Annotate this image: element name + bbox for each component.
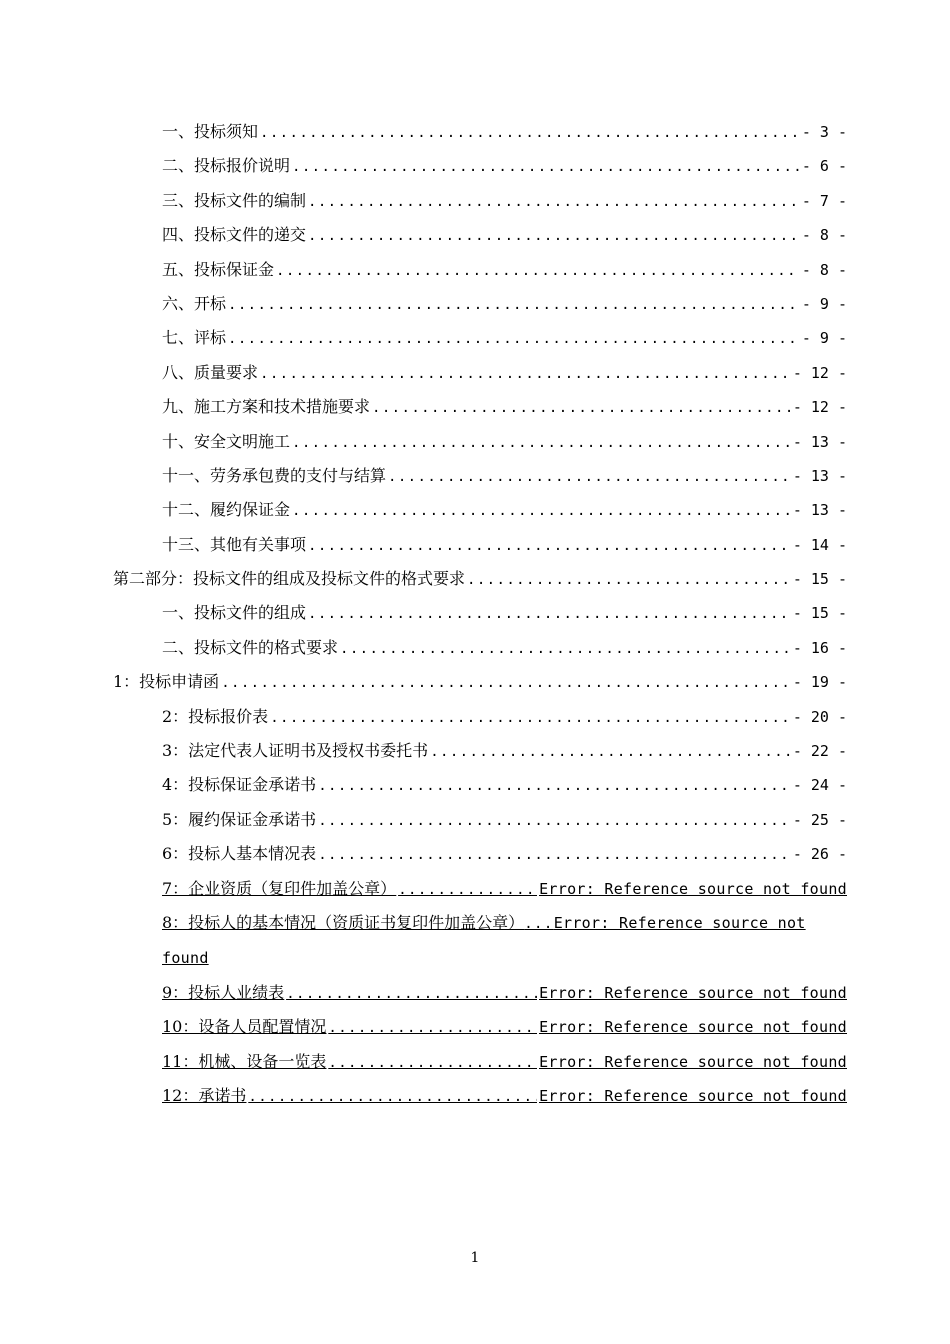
toc-entry-title: 9：投标人业绩表 (162, 982, 285, 1002)
dot-leader (430, 735, 791, 769)
dot-leader (308, 529, 791, 563)
reference-error-text: Error: Reference source not found (539, 1018, 847, 1037)
toc-entry-title: 11：机械、设备一览表 (162, 1051, 327, 1071)
toc-entry-broken-link[interactable] (162, 976, 847, 1010)
toc-entry[interactable] (162, 803, 847, 837)
toc-entry-broken-link[interactable] (162, 1045, 847, 1079)
toc-entry-title: 二、投标报价说明 (162, 156, 291, 176)
dot-leader (270, 701, 791, 735)
toc-entry-page: - 19 - (792, 673, 847, 692)
toc-entry-page: - 3 - (801, 123, 847, 141)
toc-entry-title: 十三、其他有关事项 (162, 534, 307, 554)
toc-entry-title: 2：投标报价表 (162, 706, 269, 726)
toc-entry-title: 十一、劳务承包费的支付与结算 (162, 465, 387, 485)
toc-entry-page: - 13 - (792, 432, 847, 451)
toc-entry-page: - 15 - (792, 570, 847, 589)
dot-leader (372, 391, 791, 425)
dot-leader (292, 150, 800, 184)
toc-entry[interactable] (162, 218, 847, 252)
toc-entry-page: - 8 - (801, 260, 847, 279)
toc-entry-title: 三、投标文件的编制 (162, 190, 307, 210)
toc-entry[interactable] (113, 562, 847, 596)
toc-entry-title: 二、投标文件的格式要求 (162, 637, 339, 657)
toc-entry-broken-link[interactable] (162, 906, 847, 976)
dot-leader (221, 666, 791, 700)
reference-error-text: Error: Reference source not found (539, 1086, 847, 1105)
toc-entry-page: - 16 - (792, 638, 847, 657)
toc-entry-title: 十、安全文明施工 (162, 431, 291, 451)
dot-leader (328, 1011, 537, 1045)
dot-leader (292, 426, 791, 460)
toc-entry-title: 10：设备人员配置情况 (162, 1017, 327, 1037)
dot-leader (398, 873, 537, 907)
toc-entry-title: 十二、履约保证金 (162, 500, 291, 520)
reference-error-text: Error: Reference source not found (162, 913, 806, 968)
toc-entry-title: 一、投标文件的组成 (162, 603, 307, 623)
toc-entry-page: - 13 - (792, 466, 847, 485)
dot-leader (248, 1080, 537, 1114)
dot-leader (260, 357, 791, 391)
toc-entry[interactable] (162, 321, 847, 355)
dot-leader (340, 632, 791, 666)
toc-entry[interactable] (162, 837, 847, 871)
toc-entry-title: 6：投标人基本情况表 (162, 844, 317, 864)
dot-leader (308, 219, 800, 253)
toc-entry[interactable] (162, 390, 847, 424)
dot-leader (328, 1046, 537, 1080)
toc-entry-page: - 13 - (792, 501, 847, 520)
toc-entry-title: 4：投标保证金承诺书 (162, 775, 317, 795)
dot-leader: ... (524, 915, 554, 932)
toc-entry-page: - 22 - (792, 742, 847, 761)
toc-entry[interactable] (162, 459, 847, 493)
toc-entry[interactable] (162, 528, 847, 562)
toc-entry-page: - 6 - (801, 157, 847, 176)
toc-entry-title: 七、评标 (162, 328, 227, 348)
toc-entry[interactable] (162, 596, 847, 630)
dot-leader (388, 460, 791, 494)
toc-entry[interactable] (162, 184, 847, 218)
toc-entry-title: 3：法定代表人证明书及授权书委托书 (162, 741, 429, 761)
table-of-contents (0, 115, 950, 1113)
toc-entry[interactable] (162, 115, 847, 149)
toc-entry[interactable] (162, 287, 847, 321)
toc-entry-title: 九、施工方案和技术措施要求 (162, 397, 371, 417)
toc-entry-title: 8：投标人的基本情况（资质证书复印件加盖公章） (162, 912, 525, 932)
toc-entry[interactable] (162, 356, 847, 390)
toc-entry-page: - 20 - (792, 707, 847, 726)
toc-entry-broken-link[interactable] (162, 872, 847, 906)
dot-leader (318, 838, 791, 872)
toc-entry-page: - 12 - (792, 398, 847, 417)
dot-leader (286, 977, 537, 1011)
page-number: 1 (470, 1250, 480, 1266)
toc-entry-page: - 9 - (801, 294, 847, 313)
dot-leader (228, 322, 800, 356)
toc-entry-page: - 25 - (792, 810, 847, 829)
toc-entry-page: - 12 - (792, 363, 847, 382)
toc-entry[interactable] (113, 665, 847, 699)
reference-error-text: Error: Reference source not found (539, 1052, 847, 1071)
dot-leader (318, 769, 791, 803)
toc-entry-title: 5：履约保证金承诺书 (162, 809, 317, 829)
toc-entry[interactable] (162, 493, 847, 527)
dot-leader (308, 597, 791, 631)
dot-leader (228, 288, 800, 322)
toc-entry-page: - 7 - (801, 191, 847, 210)
toc-entry[interactable] (162, 768, 847, 802)
toc-entry-title: 五、投标保证金 (162, 259, 275, 279)
reference-error-text: Error: Reference source not found (539, 879, 847, 898)
toc-entry-title: 1：投标申请函 (113, 672, 220, 692)
toc-entry-title: 八、质量要求 (162, 362, 259, 382)
toc-entry[interactable] (162, 631, 847, 665)
toc-entry-title: 7：企业资质（复印件加盖公章） (162, 878, 397, 898)
reference-error-text: Error: Reference source not found (539, 983, 847, 1002)
dot-leader (276, 254, 800, 288)
toc-entry-title: 第二部分：投标文件的组成及投标文件的格式要求 (113, 569, 466, 589)
toc-entry-title: 12：承诺书 (162, 1085, 247, 1105)
toc-entry[interactable] (162, 425, 847, 459)
toc-entry-title: 四、投标文件的递交 (162, 225, 307, 245)
toc-entry[interactable] (162, 734, 847, 768)
toc-entry[interactable] (162, 253, 847, 287)
toc-entry-page: - 15 - (792, 604, 847, 623)
toc-entry-page: - 8 - (801, 226, 847, 245)
dot-leader (318, 804, 791, 838)
toc-entry-title: 一、投标须知 (162, 122, 259, 141)
toc-entry[interactable] (162, 149, 847, 183)
toc-entry-page: - 26 - (792, 845, 847, 864)
toc-entry-page: - 9 - (801, 329, 847, 348)
toc-entry[interactable] (162, 700, 847, 734)
toc-entry-page: - 14 - (792, 535, 847, 554)
toc-entry-title: 六、开标 (162, 293, 227, 313)
dot-leader (308, 185, 800, 219)
toc-entry-page: - 24 - (792, 776, 847, 795)
dot-leader (292, 494, 791, 528)
dot-leader (467, 563, 791, 597)
dot-leader (260, 116, 800, 150)
toc-entry-broken-link[interactable] (162, 1010, 847, 1044)
toc-entry-broken-link[interactable] (162, 1079, 847, 1113)
